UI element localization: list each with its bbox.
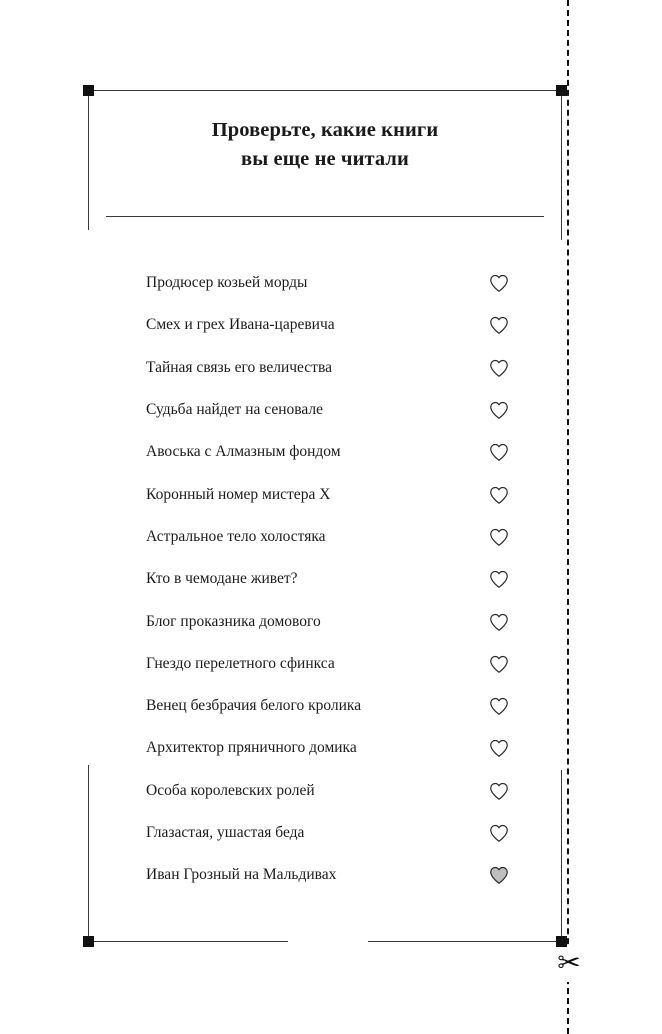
list-item[interactable] <box>88 600 562 642</box>
book-title: Коронный номер мистера X <box>146 485 331 503</box>
list-item[interactable] <box>88 727 562 769</box>
book-title: Гнездо перелетного сфинкса <box>146 654 335 672</box>
list-item[interactable] <box>88 389 562 431</box>
book-title: Судьба найдет на сеновале <box>146 401 323 419</box>
page-title <box>88 116 562 174</box>
book-title: Кто в чемодане живет? <box>146 570 298 588</box>
list-item[interactable] <box>88 643 562 685</box>
title-divider <box>106 216 544 217</box>
corner-mark-bottom-left <box>83 936 94 947</box>
cut-guide-line <box>567 0 569 1034</box>
border-gap-bottom <box>288 938 368 946</box>
list-item[interactable] <box>88 770 562 812</box>
book-title: Продюсер козьей морды <box>146 274 308 292</box>
list-item[interactable] <box>88 812 562 854</box>
book-title: Глазастая, ушастая беда <box>146 824 305 841</box>
book-title: Авоська с Алмазным фондом <box>146 443 341 461</box>
list-item[interactable] <box>88 262 562 304</box>
heart-icon[interactable] <box>488 611 510 633</box>
heart-icon[interactable] <box>488 737 510 759</box>
list-item[interactable] <box>88 304 562 346</box>
list-item[interactable] <box>88 685 562 727</box>
heart-icon[interactable] <box>488 822 510 844</box>
book-title: Астральное тело холостяка <box>146 527 326 545</box>
list-item[interactable] <box>88 558 562 600</box>
book-title: Особа королевских ролей <box>146 781 315 799</box>
list-item[interactable] <box>88 516 562 558</box>
heart-icon[interactable] <box>488 653 510 675</box>
book-title: Венец безбрачия белого кролика <box>146 697 362 715</box>
heart-icon[interactable] <box>488 357 510 379</box>
page-title-line-1: Проверьте, какие книги <box>211 119 439 141</box>
book-title: Иван Грозный на Мальдивах <box>146 866 337 884</box>
book-title: Блог проказника домового <box>146 612 321 630</box>
heart-icon[interactable] <box>488 568 510 590</box>
book-checklist <box>88 262 562 896</box>
book-title: Архитектор пряничного домика <box>146 739 357 757</box>
list-item[interactable] <box>88 347 562 389</box>
heart-icon[interactable] <box>488 864 510 886</box>
heart-icon[interactable] <box>488 314 510 336</box>
corner-mark-bottom-right <box>556 936 567 947</box>
corner-mark-top-right <box>556 85 567 96</box>
checklist-card <box>88 90 562 942</box>
list-item[interactable] <box>88 431 562 473</box>
page-title-line-2: вы еще не читали <box>241 148 409 170</box>
list-item[interactable] <box>88 854 562 896</box>
scissors-icon: ✂ <box>553 946 585 982</box>
heart-icon[interactable] <box>488 695 510 717</box>
book-title: Смех и грех Ивана-царевича <box>146 316 335 334</box>
heart-icon[interactable] <box>488 399 510 421</box>
list-item[interactable] <box>88 473 562 515</box>
heart-icon[interactable] <box>488 272 510 294</box>
heart-icon[interactable] <box>488 780 510 802</box>
heart-icon[interactable] <box>488 441 510 463</box>
heart-icon[interactable] <box>488 526 510 548</box>
book-title: Тайная связь его величества <box>146 358 332 376</box>
heart-icon[interactable] <box>488 484 510 506</box>
corner-mark-top-left <box>83 85 94 96</box>
